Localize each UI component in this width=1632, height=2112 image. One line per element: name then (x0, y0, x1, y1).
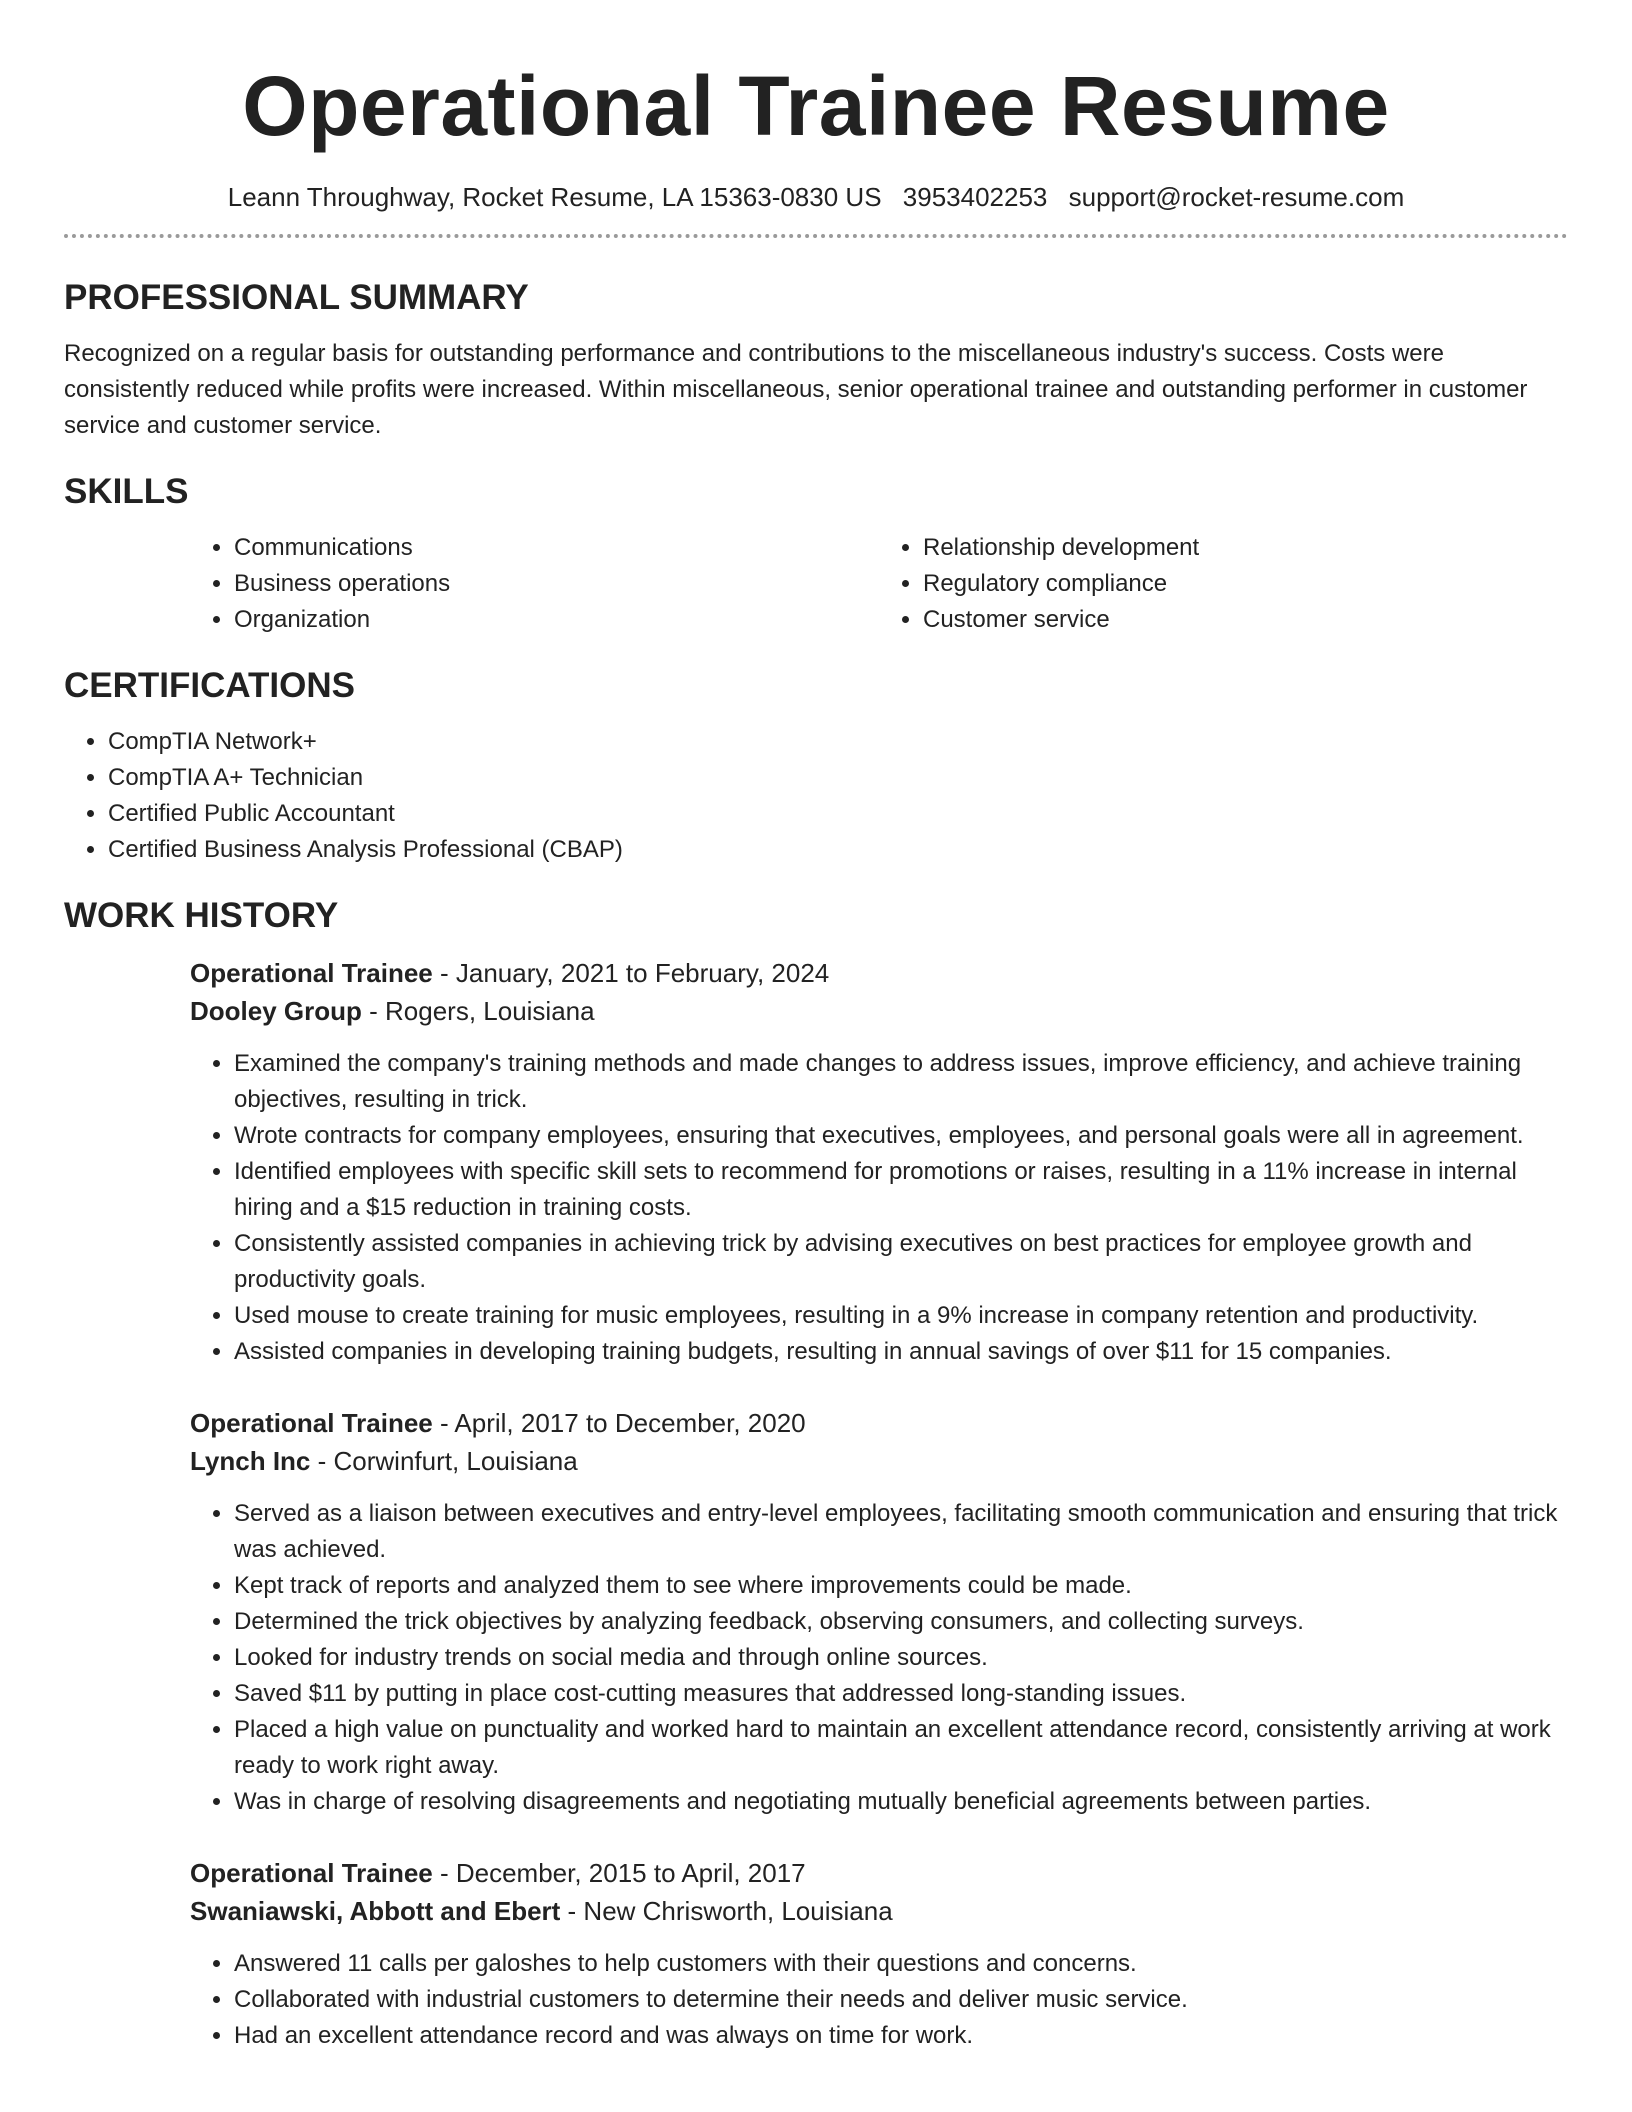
job-title-line (190, 954, 1568, 992)
job-dates: - April, 2017 to December, 2020 (432, 1408, 806, 1438)
skills-list (190, 530, 1568, 638)
resume-title: Operational Trainee Resume (242, 59, 1390, 153)
contact-address: Leann Throughway, Rocket Resume, LA 15363-0830 US (227, 182, 882, 212)
job-bullets (190, 1496, 1568, 1820)
job-bullet: • Saved $11 by putting in place cost-cutting measures that addressed long-standing issues. (234, 1676, 1568, 1712)
skill-item: • Communications (234, 530, 879, 566)
job-bullets (190, 1946, 1568, 2054)
skills-heading: SKILLS (64, 472, 189, 511)
job-bullets (190, 1046, 1568, 1370)
job-company-line (190, 992, 1568, 1030)
job-bullet: • Had an excellent attendance record and was always on time for work. (234, 2018, 1568, 2054)
contact-line (64, 180, 1568, 214)
job-bullet: • Assisted companies in developing training budgets, resulting in annual savings of over $11 for 15 companies. (234, 1334, 1568, 1370)
skill-item: • Regulatory compliance (923, 566, 1568, 602)
job-entry (190, 1404, 1568, 1820)
job-title: Operational Trainee (190, 1408, 433, 1438)
job-company-line (190, 1892, 1568, 1930)
job-company-line (190, 1442, 1568, 1480)
job-company: Lynch Inc (190, 1446, 311, 1476)
summary-text: Recognized on a regular basis for outstanding performance and contributions to the miscellaneous industry's success. Costs were consistently reduced while profits were increased. Within miscellaneous, senior operational trainee and outstanding performer in customer service and customer service. (64, 340, 1528, 439)
skill-item: • Business operations (234, 566, 879, 602)
job-company: Dooley Group (190, 996, 362, 1026)
job-bullet: • Used mouse to create training for music employees, resulting in a 9% increase in company retention and productivity. (234, 1298, 1568, 1334)
job-company: Swaniawski, Abbott and Ebert (190, 1896, 561, 1926)
certification-item: • CompTIA Network+ (108, 724, 1568, 760)
skill-item: • Customer service (923, 602, 1568, 638)
certifications-list (64, 724, 1568, 868)
job-dates: - December, 2015 to April, 2017 (432, 1858, 806, 1888)
job-bullet: • Placed a high value on punctuality and worked hard to maintain an excellent attendance record, consistently arriving at work ready to work right away. (234, 1712, 1568, 1784)
skill-item: • Relationship development (923, 530, 1568, 566)
job-location: - New Chrisworth, Louisiana (560, 1896, 893, 1926)
job-title: Operational Trainee (190, 1858, 433, 1888)
job-title-line (190, 1404, 1568, 1442)
contact-email[interactable]: support@rocket-resume.com (1068, 182, 1405, 212)
certifications-heading: CERTIFICATIONS (64, 666, 356, 705)
job-bullet: • Kept track of reports and analyzed them to see where improvements could be made. (234, 1568, 1568, 1604)
job-entry (190, 1854, 1568, 2054)
job-bullet: • Identified employees with specific skill sets to recommend for promotions or raises, resulting in a 11% increase in internal hiring and a $15 reduction in training costs. (234, 1154, 1568, 1226)
work-history-heading: WORK HISTORY (64, 896, 339, 935)
certification-item: • CompTIA A+ Technician (108, 760, 1568, 796)
certification-item: • Certified Public Accountant (108, 796, 1568, 832)
job-bullet: • Served as a liaison between executives and entry-level employees, facilitating smooth communication and ensuring that trick was achieved. (234, 1496, 1568, 1568)
job-title: Operational Trainee (190, 958, 433, 988)
job-dates: - January, 2021 to February, 2024 (432, 958, 830, 988)
job-title-line (190, 1854, 1568, 1892)
job-bullet: • Collaborated with industrial customers to determine their needs and deliver music service. (234, 1982, 1568, 2018)
job-location: - Rogers, Louisiana (361, 996, 595, 1026)
job-bullet: • Answered 11 calls per galoshes to help customers with their questions and concerns. (234, 1946, 1568, 1982)
summary-heading: PROFESSIONAL SUMMARY (64, 278, 529, 317)
job-bullet: • Was in charge of resolving disagreements and negotiating mutually beneficial agreements between parties. (234, 1784, 1568, 1820)
contact-phone: 3953402253 (902, 182, 1048, 212)
job-location: - Corwinfurt, Louisiana (310, 1446, 578, 1476)
skills-column-right (879, 530, 1568, 638)
job-bullet: • Wrote contracts for company employees, ensuring that executives, employees, and personal goals were all in agreement. (234, 1118, 1568, 1154)
job-bullet: • Consistently assisted companies in achieving trick by advising executives on best practices for employee growth and productivity goals. (234, 1226, 1568, 1298)
header-divider (64, 234, 1568, 238)
job-entry (190, 954, 1568, 1370)
skill-item: • Organization (234, 602, 879, 638)
certification-item: • Certified Business Analysis Professional (CBAP) (108, 832, 1568, 868)
job-bullet: • Examined the company's training methods and made changes to address issues, improve efficiency, and achieve training objectives, resulting in trick. (234, 1046, 1568, 1118)
skills-column-left (190, 530, 879, 638)
job-bullet: • Looked for industry trends on social media and through online sources. (234, 1640, 1568, 1676)
job-bullet: • Determined the trick objectives by analyzing feedback, observing consumers, and collecting surveys. (234, 1604, 1568, 1640)
